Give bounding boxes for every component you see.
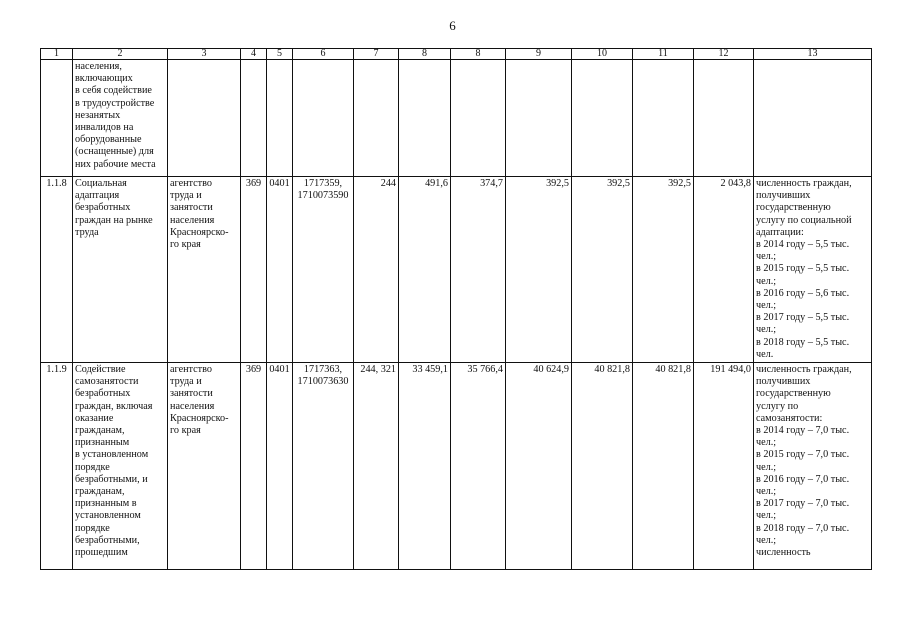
cell-line: чел.;: [756, 251, 777, 263]
cell-line: го края: [170, 425, 201, 437]
cell-line: безработными,: [75, 534, 140, 546]
cell-grbs: 369: [241, 363, 267, 570]
header-cell: 12: [694, 49, 754, 60]
cell-amount: [633, 60, 694, 177]
cell-line: агентство: [170, 364, 212, 376]
header-cell: 8: [399, 49, 451, 60]
cell-line: чел.;: [756, 300, 777, 312]
cell-line: граждан на рынке: [75, 214, 153, 226]
cell-amount: 392,5: [633, 177, 694, 363]
cell-line: в 2015 году – 5,5 тыс.: [756, 263, 850, 275]
cell-line: 1717363,: [303, 364, 343, 376]
cell-csr: [293, 363, 354, 570]
header-cell: 8: [451, 49, 506, 60]
cell-amount: 491,6: [399, 177, 451, 363]
cell-line: услугу по социальной: [756, 214, 852, 226]
cell-amount: [572, 60, 633, 177]
cell-line: чел.: [756, 348, 774, 360]
cell-line: в 2016 году – 7,0 тыс.: [756, 473, 850, 485]
cell-total: 2 043,8: [694, 177, 754, 363]
header-cell: 7: [354, 49, 399, 60]
cell-amount: 392,5: [506, 177, 572, 363]
cell-line: труда и: [170, 376, 202, 388]
cell-amount: 33 459,1: [399, 363, 451, 570]
cell-number: 1.1.9: [41, 363, 73, 570]
cell-csr: [293, 60, 354, 177]
cell-line: в 2016 году – 5,6 тыс.: [756, 287, 850, 299]
cell-line: труда: [75, 226, 99, 238]
table-row: [41, 177, 872, 363]
cell-line: гражданам,: [75, 486, 125, 498]
cell-result: [754, 60, 872, 177]
header-cell: 6: [293, 49, 354, 60]
cell-line: установленном: [75, 510, 141, 522]
table-row: [41, 60, 872, 177]
cell-line: 1710073590: [297, 190, 349, 202]
cell-line: безработных: [75, 202, 131, 214]
cell-line: в 2014 году – 5,5 тыс.: [756, 239, 850, 251]
cell-line: незанятых: [75, 109, 121, 121]
cell-vr: 244: [354, 177, 399, 363]
cell-grbs: 369: [241, 177, 267, 363]
cell-line: занятости: [170, 388, 213, 400]
cell-result: [754, 363, 872, 570]
cell-line: государственную: [756, 202, 831, 214]
cell-line: численность граждан,: [756, 364, 852, 376]
cell-vr: [354, 60, 399, 177]
cell-line: получивших: [756, 190, 811, 202]
cell-rzpr: [267, 60, 293, 177]
table-row: [41, 363, 872, 570]
cell-rzpr: 0401: [267, 363, 293, 570]
cell-line: труда и: [170, 190, 202, 202]
cell-line: численность граждан,: [756, 178, 852, 189]
cell-line: в установленном: [75, 449, 149, 461]
cell-line: в 2017 году – 5,5 тыс.: [756, 312, 850, 324]
cell-line: в 2017 году – 7,0 тыс.: [756, 498, 850, 510]
header-cell: 5: [267, 49, 293, 60]
cell-line: занятости: [170, 202, 213, 214]
cell-line: признанным в: [75, 498, 137, 510]
header-row: [41, 49, 872, 60]
cell-amount: 35 766,4: [451, 363, 506, 570]
cell-measure-name: [73, 177, 168, 363]
cell-line: оборудованные: [75, 134, 142, 146]
cell-line: адаптации:: [756, 226, 804, 238]
cell-line: граждан, включая: [75, 400, 153, 412]
cell-line: чел.;: [756, 510, 777, 522]
cell-line: го края: [170, 239, 201, 251]
cell-line: признанным: [75, 437, 130, 449]
cell-amount: 40 624,9: [506, 363, 572, 570]
cell-amount: 392,5: [572, 177, 633, 363]
cell-line: чел.;: [756, 437, 777, 449]
header-cell: 9: [506, 49, 572, 60]
cell-result: [754, 177, 872, 363]
cell-line: получивших: [756, 376, 811, 388]
cell-line: безработными, и: [75, 473, 148, 485]
cell-line: населения,: [75, 61, 122, 72]
budget-table: [40, 48, 872, 570]
header-cell: 11: [633, 49, 694, 60]
header-cell: 1: [41, 49, 73, 60]
cell-line: инвалидов на: [75, 122, 134, 134]
cell-line: в 2014 году – 7,0 тыс.: [756, 425, 850, 437]
cell-line: услугу по: [756, 400, 799, 412]
cell-amount: [399, 60, 451, 177]
cell-line: адаптация: [75, 190, 120, 202]
cell-line: порядке: [75, 522, 110, 534]
cell-line: в себя содействие: [75, 85, 152, 97]
cell-line: безработных: [75, 388, 131, 400]
cell-rzpr: 0401: [267, 177, 293, 363]
cell-line: в 2015 году – 7,0 тыс.: [756, 449, 850, 461]
cell-number: [41, 60, 73, 177]
header-cell: 4: [241, 49, 267, 60]
cell-executor: [168, 363, 241, 570]
cell-line: в трудоустройстве: [75, 97, 155, 109]
cell-total: [694, 60, 754, 177]
cell-total: 191 494,0: [694, 363, 754, 570]
cell-amount: 40 821,8: [633, 363, 694, 570]
cell-line: Красноярско-: [170, 412, 229, 424]
cell-line: Социальная: [75, 178, 127, 189]
cell-line: них рабочие места: [75, 158, 156, 170]
cell-line: порядке: [75, 461, 110, 473]
cell-line: государственную: [756, 388, 831, 400]
cell-line: чел.;: [756, 324, 777, 336]
header-cell: 2: [73, 49, 168, 60]
cell-line: чел.;: [756, 486, 777, 498]
cell-line: прошедшим: [75, 547, 128, 559]
cell-amount: [451, 60, 506, 177]
cell-line: населения: [170, 400, 215, 412]
header-cell: 3: [168, 49, 241, 60]
cell-line: гражданам,: [75, 425, 125, 437]
cell-line: в 2018 году – 7,0 тыс.: [756, 522, 850, 534]
cell-vr: 244, 321: [354, 363, 399, 570]
cell-line: включающих: [75, 73, 133, 85]
cell-line: 1717359,: [303, 178, 343, 189]
cell-grbs: [241, 60, 267, 177]
cell-line: самозанятости:: [756, 412, 823, 424]
cell-line: самозанятости: [75, 376, 139, 388]
cell-line: агентство: [170, 178, 212, 189]
cell-line: Красноярско-: [170, 226, 229, 238]
page-number: 6: [449, 18, 456, 33]
cell-line: в 2018 году – 5,5 тыс.: [756, 336, 850, 348]
cell-measure-name: [73, 363, 168, 570]
header-cell: 13: [754, 49, 872, 60]
cell-number: 1.1.8: [41, 177, 73, 363]
cell-line: чел.;: [756, 275, 777, 287]
cell-amount: 40 821,8: [572, 363, 633, 570]
cell-executor: [168, 60, 241, 177]
cell-line: чел.;: [756, 461, 777, 473]
cell-amount: [506, 60, 572, 177]
cell-line: численность: [756, 547, 811, 559]
cell-line: Содействие: [75, 364, 126, 376]
cell-line: чел.;: [756, 534, 777, 546]
cell-line: населения: [170, 214, 215, 226]
cell-amount: 374,7: [451, 177, 506, 363]
cell-line: 1710073630: [297, 376, 349, 388]
header-cell: 10: [572, 49, 633, 60]
cell-line: оказание: [75, 412, 114, 424]
cell-csr: [293, 177, 354, 363]
cell-line: (оснащенные) для: [75, 146, 154, 158]
cell-executor: [168, 177, 241, 363]
cell-measure-name: [73, 60, 168, 177]
